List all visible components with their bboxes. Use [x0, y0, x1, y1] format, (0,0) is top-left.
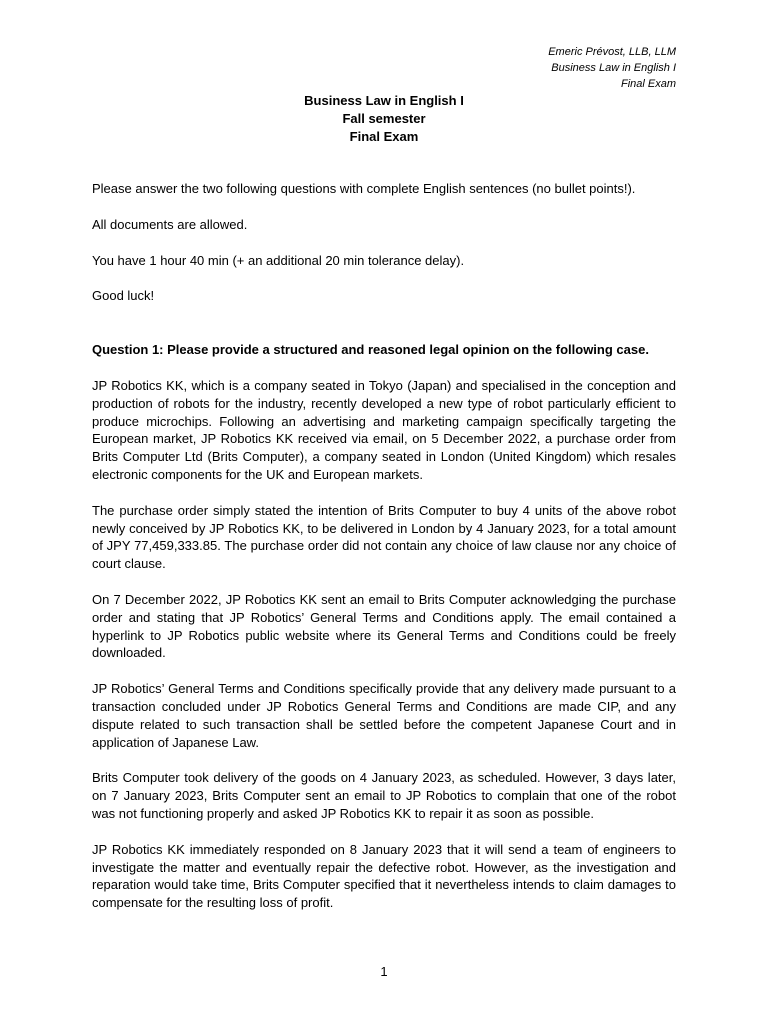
instruction-duration: You have 1 hour 40 min (+ an additional 20 min tolerance delay).: [92, 252, 465, 268]
document-title: [0, 92, 768, 146]
case-paragraph: Brits Computer took delivery of the goods on 4 January 2023, as scheduled. However, 3 days later, on 7 January 2023, Brits Computer sent an email to JP Robotics to complain that one of the robot was not functioning properly and asked JP Robotics KK to repair it as soon as possible.: [92, 770, 676, 821]
title-line-semester: Fall semester: [342, 111, 426, 126]
case-paragraph: JP Robotics KK immediately responded on 8 January 2023 that it will send a team of engineers to investigate the matter and eventually repair the defective robot. However, as the investigation and reparation would take time, Brits Computer specified that it nevertheless intends to claim damages to compensate for the resulting loss of profit.: [92, 841, 676, 911]
header-course: Business Law in English I: [551, 62, 676, 74]
document-body: [92, 180, 676, 930]
instruction-documents: All documents are allowed.: [92, 216, 248, 232]
instruction-answer-format: Please answer the two following questions with complete English sentences (no bullet points!).: [92, 181, 636, 196]
case-paragraph: JP Robotics KK, which is a company seated in Tokyo (Japan) and specialised in the conception and production of robots for the industry, recently developed a new type of robot particularly efficient to produce microchips. Following an advertising and marketing campaign specifically targeting the European market, JP Robotics KK received via email, on 5 December 2022, a purchase order from Brits Computer Ltd (Brits Computer), a company seated in London (United Kingdom) which resales electronic components for the UK and European markets.: [92, 377, 676, 482]
question-1-heading: Question 1: Please provide a structured and reasoned legal opinion on the following case.: [92, 342, 649, 358]
instruction-good-luck: Good luck!: [92, 288, 155, 304]
running-header: [548, 44, 676, 92]
title-line-course: Business Law in English I: [304, 93, 464, 108]
title-line-exam: Final Exam: [349, 129, 419, 144]
page-number: 1: [380, 964, 388, 979]
case-paragraph: On 7 December 2022, JP Robotics KK sent an email to Brits Computer acknowledging the purchase order and stating that JP Robotics’ General Terms and Conditions apply. The email contained a hyperlink to JP Robotics public website where its General Terms and Conditions could be freely downloaded.: [92, 591, 676, 661]
case-paragraph: The purchase order simply stated the intention of Brits Computer to buy 4 units of the above robot newly conceived by JP Robotics KK, to be delivered in London by 4 January 2023, for a total amount of JPY 77,459,333.85. The purchase order did not contain any choice of law clause nor any choice of court clause.: [92, 502, 676, 572]
header-exam: Final Exam: [620, 78, 676, 90]
header-author: Emeric Prévost, LLB, LLM: [548, 46, 676, 58]
case-paragraph: JP Robotics’ General Terms and Conditions specifically provide that any delivery made pursuant to a transaction concluded under JP Robotics General Terms and Conditions are made CIP, and any dispute related to such transaction shall be settled before the competent Japanese Court and in application of Japanese Law.: [92, 681, 676, 750]
